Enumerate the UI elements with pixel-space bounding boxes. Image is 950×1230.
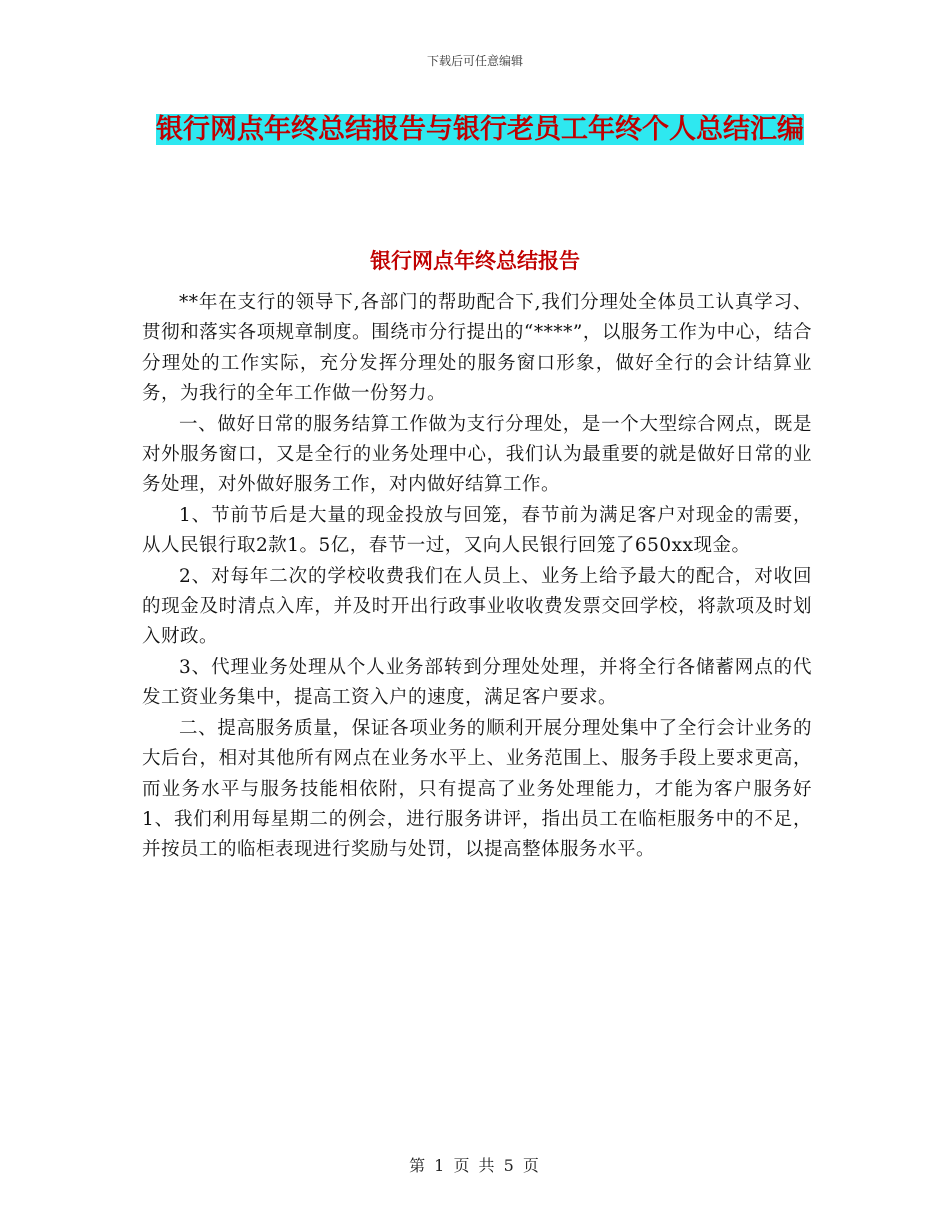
paragraph: **年在支行的领导下,各部门的帮助配合下,我们分理处全体员工认真学习、贯彻和落实各项规章制度。围绕市分行提出的“****”，以服务工作为中心，结合分理处的工作实际，充分发挥分理处的服务窗口形象，做好全行的会计结算业务，为我行的全年工作做一份努力。 (142, 292, 812, 405)
document-main-title (140, 108, 820, 152)
paragraph: 2、对每年二次的学校收费我们在人员上、业务上给予最大的配合，对收回的现金及时清点入库，并及时开出行政事业收收费发票交回学校，将款项及时划入财政。 (142, 565, 812, 648)
page-footer: 第 1 页 共 5 页 (409, 1156, 541, 1175)
paragraph: 1、节前节后是大量的现金投放与回笼，春节前为满足客户对现金的需要，从人民银行取2款1。5亿，春节一过，又向人民银行回笼了650xx现金。 (142, 504, 812, 557)
document-body (142, 288, 812, 866)
header-note: 下载后可任意编辑 (426, 54, 523, 68)
section-title: 银行网点年终总结报告 (370, 249, 580, 273)
paragraph: 一、做好日常的服务结算工作做为支行分理处，是一个大型综合网点，既是对外服务窗口，又是全行的业务处理中心，我们认为最重要的就是做好日常的业务处理，对外做好服务工作，对内做好结算工作。 (142, 413, 812, 496)
paragraph: 3、代理业务处理从个人业务部转到分理处处理，并将全行各储蓄网点的代发工资业务集中，提高工资入户的速度，满足客户要求。 (142, 656, 812, 709)
paragraph: 二、提高服务质量，保证各项业务的顺利开展分理处集中了全行会计业务的大后台，相对其他所有网点在业务水平上、业务范围上、服务手段上要求更高，而业务水平与服务技能相依附，只有提高了业务处理能力，才能为客户服务好1、我们利用每星期二的例会，进行服务讲评，指出员工在临柜服务中的不足，并按员工的临柜表现进行奖励与处罚，以提高整体服务水平。 (142, 717, 812, 861)
main-title-text: 银行网点年终总结报告与银行老员工年终个人总结汇编 (156, 114, 804, 145)
